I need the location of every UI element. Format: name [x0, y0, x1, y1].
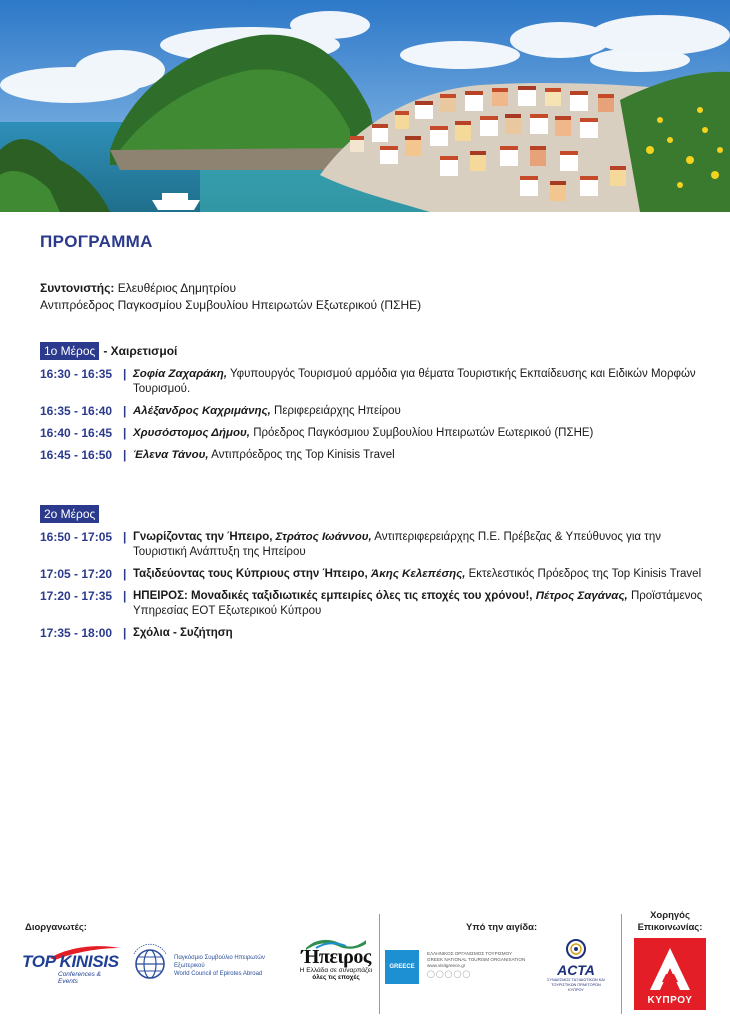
alpha-kyprou-logo — [634, 938, 706, 1010]
session-time: 16:45 - 16:50 — [40, 448, 113, 462]
program-content — [40, 232, 705, 641]
social-icons: ◯◯◯◯◯ — [427, 971, 472, 978]
acta-logo — [545, 938, 607, 998]
part-2-header — [40, 505, 705, 523]
gnto-website: www.visitgreece.gr — [427, 963, 466, 968]
epirus-tagline: Η Ελλάδα σε συναρπάζει — [299, 967, 373, 974]
session-row — [40, 589, 705, 619]
speaker-role: Αντιπρόεδρος της Top Kinisis Travel — [208, 449, 395, 461]
session-topic: ΗΠΕΙΡΟΣ: Μοναδικές ταξιδιωτικές εμπειρίες όλες τις εποχές του χρόνου!, — [133, 590, 536, 602]
session-separator: | — [123, 367, 127, 381]
session-separator: | — [123, 589, 127, 603]
session-row — [40, 530, 705, 560]
speaker-name: Άκης Κελεπέσης, — [370, 568, 466, 580]
session-row — [40, 567, 705, 582]
part-1-header — [40, 342, 705, 360]
session-description — [133, 589, 705, 619]
coordinator-role: Αντιπρόεδρος Παγκοσμίου Συμβουλίου Ηπειρωτών Εξωτερικού (ΠΣΗΕ) — [40, 298, 422, 312]
session-description — [133, 448, 705, 463]
gnto-name-english: GREEK NATIONAL TOURISM ORGANISATION — [427, 957, 526, 962]
session-topic: Γνωρίζοντας την Ήπειρο, — [133, 531, 276, 543]
gnto-text — [427, 951, 537, 978]
coordinator-name: Ελευθέριος Δημητρίου — [117, 281, 237, 295]
session-time: 17:35 - 18:00 — [40, 626, 113, 640]
part-badge: 1ο Μέρος — [40, 342, 99, 360]
session-description — [133, 404, 705, 419]
page-title: ΠΡΟΓΡΑΜΜΑ — [40, 232, 153, 251]
greece-badge: GREECE — [385, 950, 419, 984]
speaker-role: Εκτελεστικός Πρόεδρος της Top Kinisis Travel — [465, 568, 702, 580]
part-1-sessions — [40, 367, 705, 463]
speaker-role: Περιφερειάρχης Ηπείρου — [270, 405, 401, 417]
acta-wordmark: ACTA — [557, 962, 595, 978]
coordinator-block — [40, 280, 705, 314]
session-time: 17:20 - 17:35 — [40, 589, 113, 603]
epirus-tagline-2: όλες τις εποχές — [312, 974, 360, 981]
auspices-label: Υπό την αιγίδα: — [466, 922, 538, 933]
acta-tagline: ΣΥΝΔΕΣΜΟΣ ΤΑΞΙΔΙΩΤΙΚΩΝ ΚΑΙ ΤΟΥΡΙΣΤΙΚΩΝ ΠΡΑΚΤΟΡΩΝ ΚΥΠΡΟΥ — [547, 978, 605, 992]
session-description — [133, 530, 705, 560]
speaker-name: Πέτρος Σαγάνας, — [535, 590, 628, 602]
session-row — [40, 426, 705, 441]
wce-logo — [130, 942, 290, 982]
session-row — [40, 626, 705, 641]
coordinator-line — [40, 280, 705, 297]
session-row — [40, 367, 705, 397]
session-description — [133, 367, 705, 397]
organizers-label: Διοργανωτές: — [25, 922, 87, 933]
part-badge: 2ο Μέρος — [40, 505, 99, 523]
speaker-role: Υφυπουργός Τουρισμού αρμόδια για θέματα Τουριστικής Εκπαίδευσης και Ειδικών Μορφών Τουρισμού. — [133, 368, 696, 395]
alpha-icon — [634, 938, 706, 998]
session-description — [133, 567, 705, 582]
divider — [379, 914, 380, 1014]
speaker-name: Έλενα Τάνου, — [133, 449, 209, 461]
session-time: 16:40 - 16:45 — [40, 426, 113, 440]
session-time: 17:05 - 17:20 — [40, 567, 113, 581]
coordinator-label: Συντονιστής: — [40, 281, 115, 295]
wce-name-greek: Παγκόσμιο Συμβούλιο Ηπειρωτών Εξωτερικού — [174, 955, 265, 969]
session-separator: | — [123, 626, 127, 640]
sponsor-label-line: Επικοινωνίας: — [637, 922, 703, 933]
epirus-logo — [296, 938, 376, 988]
session-description — [133, 426, 705, 441]
speaker-name: Στράτος Ιωάννου, — [275, 531, 372, 543]
speaker-role: Αντιπεριφερειάρχης Π.Ε. Πρέβεζας & Υπεύθυνος για την Τουριστική Ανάπτυξη της Ηπείρου — [133, 531, 661, 558]
wce-name-english: World Council of Epirotes Abroad — [174, 971, 263, 977]
session-time: 16:35 - 16:40 — [40, 404, 113, 418]
speaker-name: Αλέξανδρος Καχριμάνης, — [133, 405, 271, 417]
session-topic: Ταξιδεύοντας τους Κύπριους στην Ήπειρο, — [133, 568, 371, 580]
acta-emblem-icon — [563, 938, 589, 960]
sponsor-label-line: Χορηγός — [650, 910, 690, 921]
session-time: 16:30 - 16:35 — [40, 367, 113, 381]
epirus-wordmark: Ήπειρος — [301, 946, 371, 968]
speaker-name: Χρυσόστομος Δήμου, — [133, 427, 250, 439]
alpha-kyprou-wordmark: ΚΥΠΡΟΥ — [647, 995, 693, 1006]
part-2-sessions — [40, 530, 705, 641]
session-time: 16:50 - 17:05 — [40, 530, 113, 544]
gnto-logo — [385, 950, 545, 990]
globe-icon — [130, 942, 170, 982]
session-separator: | — [123, 404, 127, 418]
session-row — [40, 448, 705, 463]
session-separator: | — [123, 530, 127, 544]
parga-coast-illustration — [0, 0, 730, 212]
part-title: - Χαιρετισμοί — [103, 344, 178, 358]
wce-text — [174, 954, 294, 978]
session-bold-text: Σχόλια - Συζήτηση — [133, 627, 233, 639]
gnto-name-greek: ΕΛΛΗΝΙΚΟΣ ΟΡΓΑΝΙΣΜΟΣ ΤΟΥΡΙΣΜΟΥ — [427, 951, 513, 956]
top-kinisis-tagline: Conferences & Events — [58, 971, 101, 985]
session-description — [133, 626, 705, 641]
sponsors-footer — [0, 898, 730, 1024]
speaker-role: Πρόεδρος Παγκόσμιου Συμβουλίου Ηπειρωτών Εωτερικού (ΠΣΗΕ) — [250, 427, 594, 439]
divider — [621, 914, 622, 1014]
session-separator: | — [123, 567, 127, 581]
session-separator: | — [123, 448, 127, 462]
hero-photo — [0, 0, 730, 212]
speaker-role: Προϊστάμενος Υπηρεσίας ΕΟΤ Εξωτερικού Κύπρου — [133, 590, 703, 617]
speaker-name: Σοφία Ζαχαράκη, — [133, 368, 228, 380]
sponsor-label — [631, 910, 709, 934]
top-kinisis-wordmark: TOP KINISIS — [22, 952, 119, 971]
top-kinisis-logo — [20, 944, 120, 984]
session-row — [40, 404, 705, 419]
session-separator: | — [123, 426, 127, 440]
